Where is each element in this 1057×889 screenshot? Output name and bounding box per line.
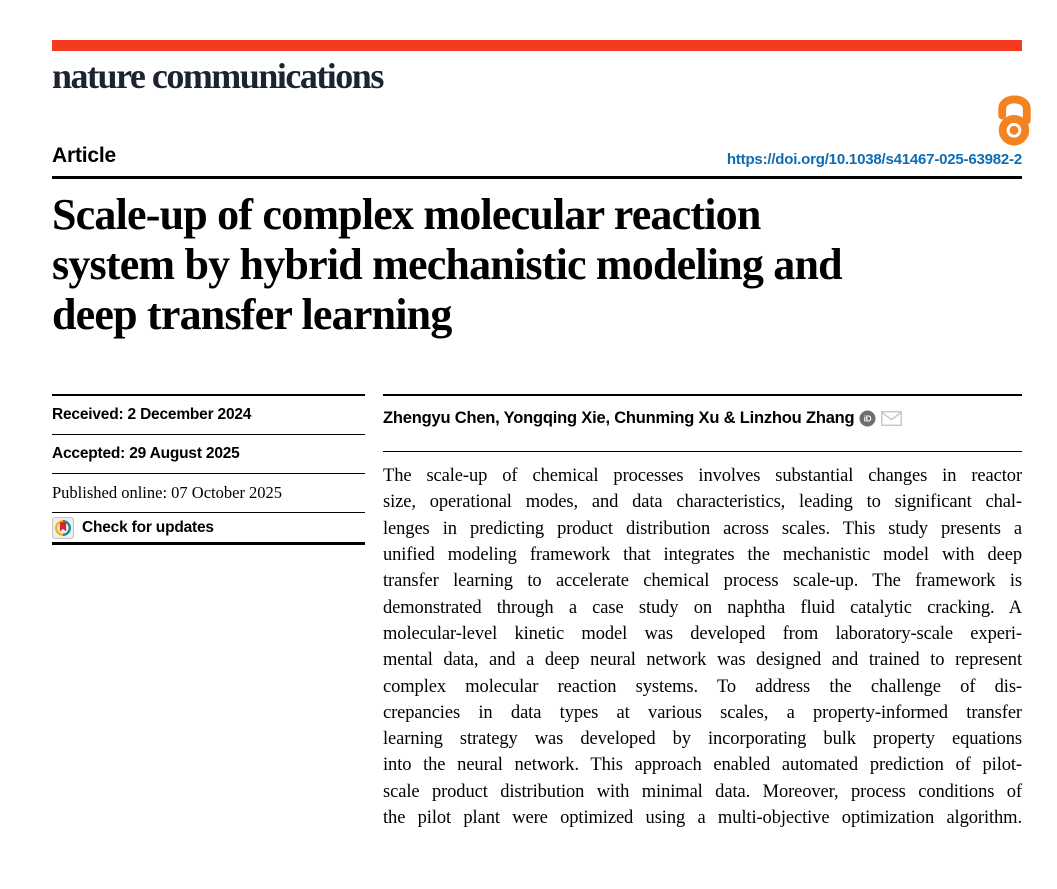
abstract-line: demonstrated through a case study on naphtha fluid catalytic cracking. A (383, 597, 1022, 618)
abstract-line: size, operational modes, and data characteristics, leading to significant chal- (383, 492, 1022, 513)
journal-article-page (0, 40, 1057, 889)
article-type-label: Article (52, 144, 116, 168)
check-for-updates-link[interactable] (52, 513, 365, 545)
article-body (52, 394, 1022, 831)
paper-title-line: system by hybrid mechanistic modeling and (52, 240, 842, 290)
abstract-line: unified modeling framework that integrates the mechanistic model with deep (383, 545, 1022, 566)
journal-logo: nature communications (52, 56, 383, 96)
abstract-line: transfer learning to accelerate chemical process scale-up. The framework is (383, 571, 1022, 592)
email-icon[interactable] (881, 411, 902, 426)
abstract-line: lenges in predicting product distribution across scales. This study presents a (383, 518, 1022, 539)
abstract-line: mental data, and a deep neural network was designed and trained to represent (383, 650, 1022, 671)
paper-title (52, 190, 1022, 340)
open-access-icon (991, 89, 1037, 146)
published-online-date: Published online: 07 October 2025 (52, 474, 365, 513)
author-names: Zhengyu Chen, Yongqing Xie, Chunming Xu & Linzhou Zhang (383, 409, 855, 428)
article-header-row (52, 144, 1022, 179)
authors-row (383, 396, 1022, 452)
abstract-line: into the neural network. This approach enabled automated prediction of pilot- (383, 755, 1022, 776)
doi-link[interactable]: https://doi.org/10.1038/s41467-025-63982-2 (726, 151, 1022, 169)
accepted-date: Accepted: 29 August 2025 (52, 435, 365, 474)
abstract-line: complex molecular reaction systems. To address the challenge of dis- (383, 676, 1022, 697)
brand-bar (52, 40, 1022, 51)
abstract-line: molecular-level kinetic model was developed from laboratory-scale experi- (383, 623, 1022, 644)
abstract (383, 463, 1022, 831)
svg-text:iD: iD (864, 414, 872, 424)
abstract-line: The scale-up of chemical processes involves substantial changes in reactor (383, 466, 1022, 487)
crossmark-icon (52, 517, 74, 539)
abstract-line: learning strategy was developed by incorporating bulk property equations (383, 729, 1022, 750)
abstract-line: crepancies in data types at various scales, a property-informed transfer (383, 702, 1022, 723)
main-panel (383, 394, 1022, 831)
received-date: Received: 2 December 2024 (52, 396, 365, 435)
metadata-panel (52, 394, 365, 831)
orcid-icon[interactable] (859, 410, 876, 427)
abstract-line: scale product distribution with minimal data. Moreover, process conditions of (383, 781, 1022, 802)
paper-title-line: Scale-up of complex molecular reaction (52, 190, 761, 240)
abstract-line: the pilot plant were optimized using a multi-objective optimization algorithm. (383, 808, 1022, 829)
check-for-updates-label: Check for updates (82, 518, 214, 536)
paper-title-line: deep transfer learning (52, 290, 452, 340)
